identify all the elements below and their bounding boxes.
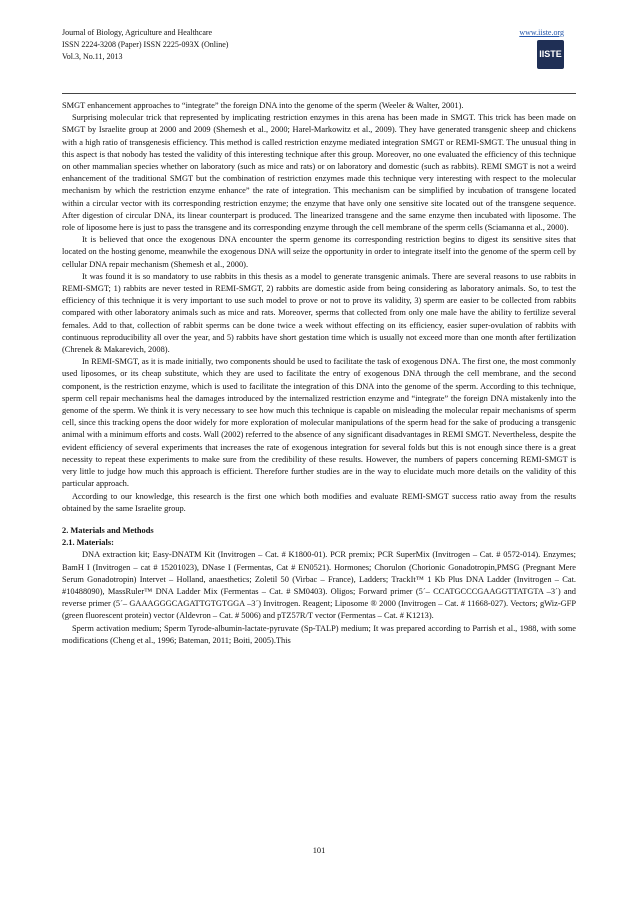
- paragraph: It was found it is so mandatory to use rabbits in this thesis as a model to generate transgenic animals. There are several reasons to use rabbits in REMI-SMGT; 1) rabbits are never tested in REMI-SMGT, 2) rabbits are domestic aside from being considering as laboratory animals. So, to test the efficiency of this technique it is very important to use such model to prove or not to prove its validity, 3) sperm are easier to be collected from rabbits compared with other laboratory animals such as mice and rats. Moreover, sperms that collected from only one male have the ability to fertilize several females. Add to that, collection of rabbit sperms can be done twice a week without effecting on its efficiency, easier super-ovulation of rabbits with continuous reproducibility all over the year, and 5) rabbits have short gestation time which is usually not exceed more than one month after fertilization (Chrenek & Makarevich, 2008).: [62, 271, 576, 355]
- volume-line: Vol.3, No.11, 2013: [62, 52, 123, 61]
- paragraph: It is believed that once the exogenous DNA encounter the sperm genome its corresponding restriction begins to digest its sensitive sites that located on the hosting genome, meanwhile the exogenous DNA will seize the opportunity in order to integrate itself into the genome of the sperm cell by cellular DNA repair mechanism (Shemesh et al., 2000).: [62, 235, 576, 269]
- issn-line: ISSN 2224-3208 (Paper) ISSN 2225-093X (Online): [62, 40, 229, 49]
- journal-title: Journal of Biology, Agriculture and Healthcare: [62, 28, 213, 37]
- journal-url-link[interactable]: www.iiste.org: [519, 28, 564, 37]
- subsection-heading: 2.1. Materials:: [62, 538, 114, 548]
- iiste-logo: IISTE: [537, 40, 564, 69]
- header-divider: [62, 93, 576, 94]
- page-header: [62, 27, 576, 97]
- paragraph: SMGT enhancement approaches to “integrate” the foreign DNA into the genome of the sperm (Weeler & Walter, 2001).: [62, 101, 464, 110]
- paragraph: In REMI-SMGT, as it is made initially, two components should be used to facilitate the task of exogenous DNA. The first one, the most commonly used liposomes, or its cheap substitute, which they are used to facilitate the entry of exogenous DNA through the cell membrane, and the second component, is the restriction enzyme, which is used to facilitate the integration of this DNA into the genome of the sperm. According to this technique, sperm cell repair mechanisms heal the damages introduced by the internalized restriction enzyme and “integrate” the foreign DNA mistakenly into the genome of the sperm. We think it is very necessary to see how much this technique is capable on misleading the molecular repair mechanisms of sperm cell, since this tracking opens the door widely for more exploration of molecular manipulations of the sperm head for the sake of producing a transgenic animal with a minimum efforts and costs. Wall (2002) referred to the absence of any significant disadvantages in REMI SMGT. Nevertheless, despite the evident efficiency of several experiments that increases the rate of exogenous integration for several folds but this is not enough since there is a great necessity to repeat these experiments to make sure from the credibility of these results. However, the numbers of papers concerning REMI-SMGT is very little to judge how much this approach is efficient. Therefore further studies are in the way to elucidate much more details on the validity of this particular approach.: [62, 357, 576, 489]
- page-number: 101: [312, 846, 326, 855]
- paragraph: DNA extraction kit; Easy-DNATM Kit (Invitrogen – Cat. # K1800-01). PCR premix; PCR SuperMix (Invitrogen – Cat. # 0572-014). Enzymes; BamH I (Invitrogen – cat # 15201023), DNase I (Fermentas, Cat # EN0521). Hormones; Chorulon (Chorionic Gonadotropin,PMSG (Pregnant Mere Serum Gonadotropin) Intervet – Holland, anaesthetics; Zoletil 50 (Virbac – France), Ladders; TrackIt™ 1 Kb Plus DNA Ladder (Invitrogen – Cat. #10488090), MassRuler™ DNA Ladder Mix (Fermentas – Cat. # SM0403). Oligos; Forward primer (5´– CCATGCCCGAAGGTTATGTA –3´) and reverse primer (5´– GAAAGGGCAGATTGTGTGGA –3´) Invitrogen. Reagent; Liposome ® 2000 (Invitrogen – Cat. # 11668-027). Vectors; gWiz-GFP (green fluorescent protein) vector (Aldevron – Cat. # 5006) and pTZ57R/T vector (Fermentas – Cat. # K1213).: [62, 550, 576, 621]
- paragraph: According to our knowledge, this research is the first one which both modifies and evaluate REMI-SMGT success ratio away from the results obtained by the same Israelite group.: [62, 491, 576, 513]
- section-heading: 2. Materials and Methods: [62, 525, 154, 535]
- paragraph: Surprising molecular trick that represented by implicating restriction enzymes in this arena has been made in SMGT. This trick has been made on SMGT by Israelite group at 2000 and 2009 (Shemesh et al., 2000; Harel-Markowitz et al., 2009). They have generated transgenic sheep and chickens with a high ratio of transgenesis efficiency. This method is called restriction enzyme mediated integration SMGT or REMI-SMGT. The unusual thing in this aspect is that nobody has tested the validity of this interesting technique after this group. Moreover, no one evaluated the efficiency of this technique on other mammalian species whether on laboratory (such as mice and rats) or on laboratory and domestic (such as rabbits). REMI SMGT is not a weird enhancement of the traditional SMGT but the combination of restriction enzymes made this technique very interesting with respect to the molecular mechanism by which the restriction enzyme enhance” the rate of integration. This mechanism can be simplified by incubation of transgene located within a circular vector with its corresponding restriction enzyme; the enzyme that have only one sensitive site located out of the transgene sequence. After digestion of circular DNA, its linear counterpart is produced. The linearized transgene and the same enzyme then incubated with liposome. The role of liposome here is just to pass the transgene and its corresponding enzyme through the cell membrane of the sperm cells (Sciamanna et al., 2000).: [62, 113, 576, 233]
- paragraph: Sperm activation medium; Sperm Tyrode-albumin-lactate-pyruvate (Sp-TALP) medium; It was prepared according to Parrish et al., 1988, with some modifications (Cheng et al., 1996; Bateman, 2011; Boiti, 2005).This: [62, 623, 576, 645]
- article-body: [62, 100, 576, 647]
